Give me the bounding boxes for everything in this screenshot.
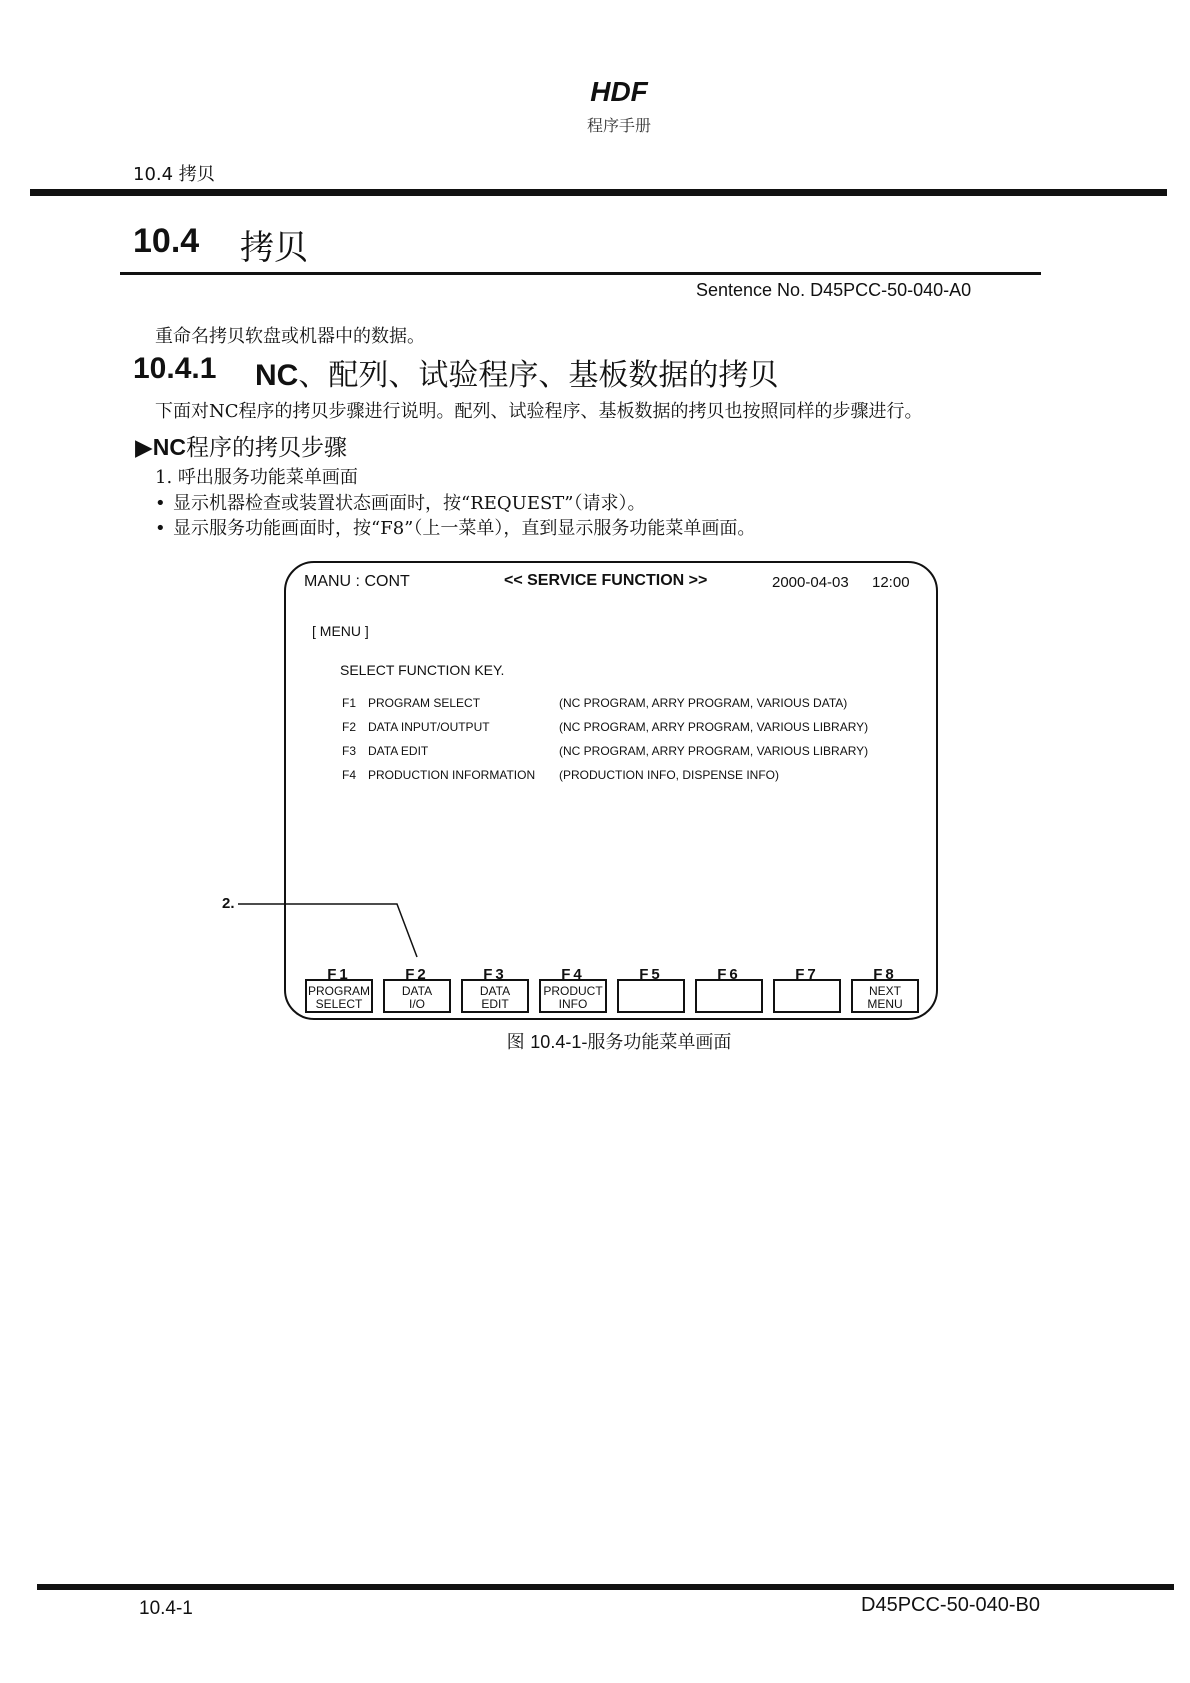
fkey-line1: DATA <box>401 984 433 998</box>
fkey-line1: PRODUCT <box>543 984 603 998</box>
triangle-marker-icon: ▶ <box>135 435 153 461</box>
function-key: F3 <box>342 744 357 758</box>
section-title: 拷贝 <box>240 228 308 268</box>
fkey-line2: MENU <box>867 997 903 1011</box>
function-desc: (PRODUCTION INFO, DISPENSE INFO) <box>559 768 780 782</box>
screen-title: << SERVICE FUNCTION >> <box>504 572 708 589</box>
bullet-text: 显示服务功能画面时，按“F8”（上一菜单），直到显示服务功能菜单画面。 <box>173 518 756 539</box>
figure-prefix: 图 <box>506 1032 525 1053</box>
function-desc: (NC PROGRAM, ARRY PROGRAM, VARIOUS LIBRARY) <box>559 720 869 734</box>
fkey-label: F4 <box>561 966 585 983</box>
fkey-label: F5 <box>639 966 663 983</box>
fkey-line1: DATA <box>479 984 511 998</box>
sentence-number: Sentence No. D45PCC-50-040-A0 <box>696 280 972 300</box>
fkey-label: F2 <box>405 966 429 983</box>
bullet-icon: • <box>155 518 166 539</box>
procedure-title-rest: 程序的拷贝步骤 <box>185 435 347 461</box>
fkey-label: F7 <box>795 966 819 983</box>
figure-caption <box>0 1028 1190 1054</box>
subsection-number: 10.4.1 <box>133 352 217 385</box>
screen-mode: MANU : CONT <box>304 573 410 590</box>
step-1: 1. 呼出服务功能菜单画面 <box>155 467 358 488</box>
section-number: 10.4 <box>133 222 200 260</box>
fkey-label: F8 <box>873 966 897 983</box>
fkey-line1: PROGRAM <box>307 984 370 998</box>
fkey-label: F1 <box>327 966 351 983</box>
fkey-line2: SELECT <box>315 997 363 1011</box>
fkey-label: F3 <box>483 966 507 983</box>
menu-label: [ MENU ] <box>312 623 369 639</box>
subsection-title-rest: 、配列、试验程序、基板数据的拷贝 <box>298 358 779 393</box>
fkey-label: F6 <box>717 966 741 983</box>
brand-logo: HDF <box>590 76 648 107</box>
manual-name: 程序手册 <box>586 116 651 135</box>
figure-title: -服务功能菜单画面 <box>581 1032 732 1053</box>
fkey-line1: NEXT <box>868 984 901 998</box>
function-name: PROGRAM SELECT <box>368 696 481 710</box>
section-intro: 重命名拷贝软盘或机器中的数据。 <box>155 326 425 347</box>
procedure-title-nc: NC <box>152 434 186 460</box>
bullet-text: 显示机器检查或装置状态画面时，按“REQUEST”（请求）。 <box>173 493 646 514</box>
function-key: F2 <box>342 720 357 734</box>
select-prompt: SELECT FUNCTION KEY. <box>340 662 505 678</box>
fkey-line2: EDIT <box>481 997 509 1011</box>
document-code: D45PCC-50-040-B0 <box>861 1594 1040 1616</box>
running-head: 10.4 拷贝 <box>133 164 215 185</box>
function-name: DATA INPUT/OUTPUT <box>368 720 490 734</box>
subsection-title-nc: NC <box>255 359 299 392</box>
fkey-line2: I/O <box>408 997 425 1011</box>
function-key: F4 <box>342 768 357 782</box>
subsection-description: 下面对NC程序的拷贝步骤进行说明。配列、试验程序、基板数据的拷贝也按照同样的步骤进行。 <box>155 401 923 422</box>
page-number: 10.4-1 <box>139 1598 193 1619</box>
figure-number: 10.4-1 <box>530 1032 582 1052</box>
function-key: F1 <box>342 696 357 710</box>
function-desc: (NC PROGRAM, ARRY PROGRAM, VARIOUS DATA) <box>559 696 848 710</box>
fkey-line2: INFO <box>558 997 588 1011</box>
function-desc: (NC PROGRAM, ARRY PROGRAM, VARIOUS LIBRARY) <box>559 744 869 758</box>
screen-date: 2000-04-03 <box>772 574 849 591</box>
function-name: DATA EDIT <box>368 744 429 758</box>
bullet-icon: • <box>155 493 166 514</box>
callout-label: 2. <box>222 895 235 912</box>
screen-time: 12:00 <box>872 574 910 591</box>
bottom-rule <box>37 1584 1174 1590</box>
function-name: PRODUCTION INFORMATION <box>368 768 536 782</box>
